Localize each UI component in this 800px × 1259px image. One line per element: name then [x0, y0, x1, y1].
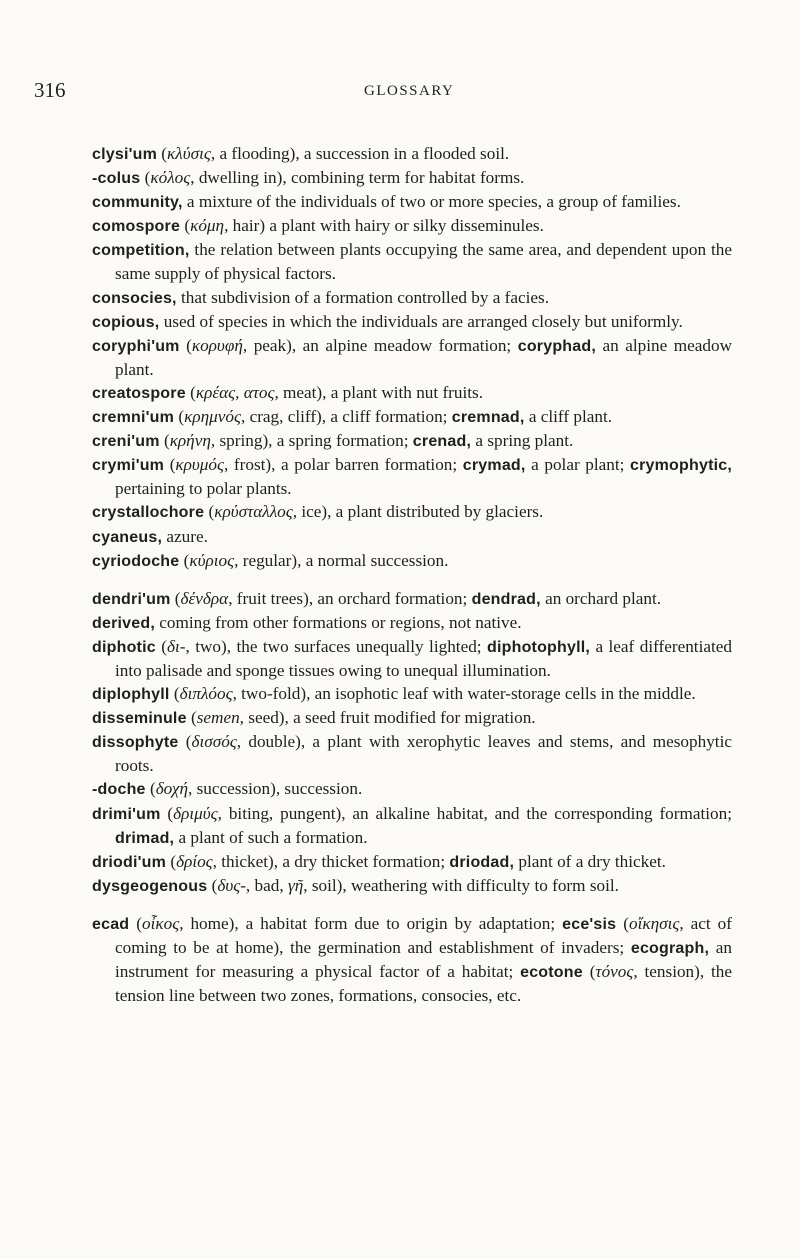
etymology-term: δι-: [166, 636, 186, 656]
sub-headword: ece'sis: [562, 915, 617, 933]
definition-text: , fruit trees), an orchard formation;: [228, 588, 472, 608]
sub-headword: ecograph,: [630, 940, 710, 957]
entry-headword: diphotic: [92, 638, 156, 656]
entry-headword: creatospore: [92, 384, 186, 402]
definition-text: (: [179, 335, 192, 355]
etymology-term: διπλόος: [179, 684, 233, 704]
sub-headword: dendrad,: [471, 590, 541, 608]
definition-text: (: [186, 708, 197, 728]
glossary-letter-group: [92, 912, 732, 1007]
definition-text: (: [616, 913, 629, 933]
sub-headword: ecotone: [520, 964, 583, 982]
etymology-term: κύριος: [189, 550, 235, 570]
glossary-letter-group: [92, 142, 732, 573]
entry-headword: dissophyte: [92, 734, 179, 752]
sub-headword: crymad,: [462, 457, 526, 475]
entry-headword: cremni'um: [92, 409, 175, 427]
definition-text: a plant of such a formation.: [174, 827, 368, 847]
definition-text: used of species in which the individuals are arranged closely but uniformly.: [159, 311, 683, 331]
definition-text: (: [155, 636, 167, 656]
entry-headword: copious,: [92, 313, 160, 331]
definition-text: (: [204, 502, 215, 522]
definition-text: , thicket), a dry thicket formation;: [212, 851, 450, 871]
glossary-entry: [92, 802, 732, 850]
glossary-entry: [92, 214, 732, 238]
definition-text: (: [140, 168, 151, 188]
entry-headword: cyriodoche: [92, 552, 180, 570]
running-head: GLOSSARY: [364, 83, 455, 99]
entry-headword: crystallochore: [92, 504, 205, 522]
etymology-term: κλύσις: [167, 144, 211, 163]
etymology-term: κορυφή: [191, 335, 243, 355]
definition-text: , regular), a normal succession.: [234, 550, 449, 570]
definition-text: , spring), a spring formation;: [210, 431, 413, 451]
definition-text: , a flooding), a succession in a flooded soil.: [210, 144, 510, 163]
definition-text: (: [164, 455, 176, 475]
entry-headword: -colus: [92, 170, 141, 188]
definition-text: , meat), a plant with nut fruits.: [274, 382, 484, 402]
sub-headword: diphotophyll,: [487, 638, 591, 656]
sub-headword: cremnad,: [451, 409, 525, 427]
definition-text: , peak), an alpine meadow formation;: [242, 335, 518, 355]
etymology-term: κρημνός: [184, 407, 241, 427]
etymology-term: semen: [196, 708, 240, 728]
etymology-term: κρήνη: [169, 431, 211, 451]
glossary-entry: [92, 286, 732, 310]
entry-headword: consocies,: [92, 289, 177, 307]
definition-text: coming from other formations or regions, not native.: [154, 612, 522, 632]
sub-headword: crymophytic,: [630, 457, 732, 475]
glossary-entry: [92, 611, 732, 635]
glossary-entry: [92, 334, 732, 381]
glossary-entry: [92, 429, 732, 453]
definition-text: an alpine meadow plant.: [115, 335, 732, 379]
definition-text: (: [180, 216, 191, 236]
etymology-term: δένδρα: [180, 588, 229, 608]
etymology-term: δυς-: [217, 875, 246, 895]
glossary-entry: [92, 405, 732, 429]
glossary-entry: [92, 706, 732, 730]
definition-text: , two), the two surfaces unequally lighted;: [185, 636, 487, 656]
definition-text: , biting, pungent), an alkaline habitat, and the corresponding formation;: [217, 803, 732, 823]
etymology-term: κόλος: [150, 168, 191, 188]
definition-text: , ice), a plant distributed by glaciers.: [292, 502, 544, 522]
etymology-term: δριμύς: [173, 803, 218, 823]
definition-text: (: [157, 144, 168, 163]
entry-headword: comospore: [92, 218, 181, 236]
definition-text: pertaining to polar plants.: [115, 479, 292, 499]
sub-headword: coryphad,: [517, 337, 596, 355]
glossary-entry: [92, 142, 732, 166]
definition-text: , succession), succession.: [188, 779, 363, 799]
entry-headword: community,: [92, 194, 183, 212]
definition-text: plant of a dry thicket.: [514, 851, 666, 871]
glossary-entry: [92, 912, 732, 1007]
glossary-entry: [92, 635, 732, 682]
entry-headword: disseminule: [92, 710, 187, 728]
entry-headword: diplophyll: [92, 686, 170, 704]
entry-headword: drimi'um: [92, 805, 161, 823]
etymology-term: κρέας, ατος: [195, 382, 275, 402]
definition-text: (: [170, 588, 181, 608]
definition-text: , hair) a plant with hairy or silky disseminules.: [224, 216, 544, 236]
definition-text: (: [159, 431, 170, 451]
glossary-entries: [92, 142, 732, 1007]
definition-text: a cliff plant.: [524, 407, 613, 427]
entry-headword: competition,: [92, 242, 190, 260]
definition-text: (: [178, 732, 192, 752]
entry-headword: crymi'um: [92, 457, 165, 475]
entry-headword: ecad: [92, 915, 130, 933]
definition-text: (: [174, 407, 185, 427]
definition-text: (: [166, 851, 177, 871]
definition-text: azure.: [162, 526, 208, 546]
entry-headword: cyaneus,: [92, 528, 163, 546]
definition-text: , double), a plant with xerophytic leaves and stems, and mesophytic roots.: [115, 732, 732, 776]
etymology-term: κρυμός: [175, 455, 225, 475]
glossary-entry: [92, 166, 732, 190]
glossary-entry: [92, 730, 732, 777]
glossary-entry: [92, 549, 732, 573]
definition-text: a mixture of the individuals of two or more species, a group of families.: [182, 192, 681, 212]
glossary-letter-group: [92, 587, 732, 898]
glossary-entry: [92, 190, 732, 214]
etymology-term: δισσός: [191, 732, 237, 752]
definition-text: (: [582, 962, 596, 982]
entry-headword: dendri'um: [92, 590, 171, 608]
definition-text: , two-fold), an isophotic leaf with water-storage cells in the middle.: [232, 684, 696, 704]
glossary-entry: [92, 850, 732, 874]
glossary-entry: [92, 525, 732, 549]
definition-text: (: [169, 684, 180, 704]
glossary-entry: [92, 500, 732, 524]
entry-headword: dysgeogenous: [92, 877, 208, 895]
glossary-entry: [92, 777, 732, 801]
sub-headword: drimad,: [115, 829, 175, 847]
definition-text: (: [160, 803, 174, 823]
etymology-term: κόμη: [190, 216, 225, 236]
definition-text: (: [207, 875, 218, 895]
definition-text: , tension), the tension line between two zones, formations, consocies, etc.: [115, 962, 733, 1006]
sub-headword: crenad,: [412, 433, 472, 451]
etymology-term: τόνος: [595, 962, 634, 982]
definition-text: a polar plant;: [525, 455, 630, 475]
definition-text: that subdivision of a formation controlled by a facies.: [176, 287, 550, 307]
etymology-term: κρύσταλλος: [214, 502, 293, 522]
glossary-entry: [92, 682, 732, 706]
definition-text: (: [179, 550, 190, 570]
etymology-term: γῆ: [287, 875, 304, 895]
definition-text: (: [185, 382, 196, 402]
glossary-entry: [92, 587, 732, 611]
entry-headword: driodi'um: [92, 853, 167, 871]
glossary-entry: [92, 310, 732, 334]
entry-headword: derived,: [92, 614, 155, 632]
entry-headword: -doche: [92, 781, 146, 799]
definition-text: , soil), weathering with difficulty to form soil.: [303, 875, 619, 895]
definition-text: a leaf differentiated into palisade and sponge tissues owing to unequal illumination.: [115, 636, 732, 680]
glossary-entry: [92, 238, 732, 285]
entry-headword: clysi'um: [92, 146, 157, 163]
etymology-term: δρίος: [176, 851, 213, 871]
definition-text: the relation between plants occupying the same area, and dependent upon the same supply of physical factors.: [115, 240, 732, 284]
definition-text: (: [145, 779, 156, 799]
definition-text: , bad,: [245, 875, 288, 895]
entry-headword: creni'um: [92, 433, 160, 451]
sub-headword: driodad,: [449, 853, 515, 871]
definition-text: , frost), a polar barren formation;: [224, 455, 463, 475]
definition-text: , dwelling in), combining term for habitat forms.: [190, 168, 525, 188]
glossary-entry: [92, 874, 732, 898]
page-number: 316: [34, 78, 66, 102]
definition-text: , crag, cliff), a cliff formation;: [240, 407, 452, 427]
etymology-term: οἴκησις: [629, 913, 680, 933]
glossary-entry: [92, 381, 732, 405]
entry-headword: coryphi'um: [92, 337, 180, 355]
definition-text: , act of coming to be at home), the germination and establishment of invaders;: [115, 913, 732, 957]
glossary-entry: [92, 453, 732, 500]
definition-text: a spring plant.: [471, 431, 574, 451]
definition-text: an instrument for measuring a physical factor of a habitat;: [115, 938, 733, 982]
definition-text: (: [129, 913, 142, 933]
definition-text: , seed), a seed fruit modified for migration.: [239, 708, 536, 728]
page-header: [34, 78, 554, 108]
definition-text: an orchard plant.: [540, 588, 662, 608]
etymology-term: οἶκος: [142, 913, 180, 933]
etymology-term: δοχή: [155, 779, 189, 799]
definition-text: , home), a habitat form due to origin by adaptation;: [179, 913, 563, 933]
